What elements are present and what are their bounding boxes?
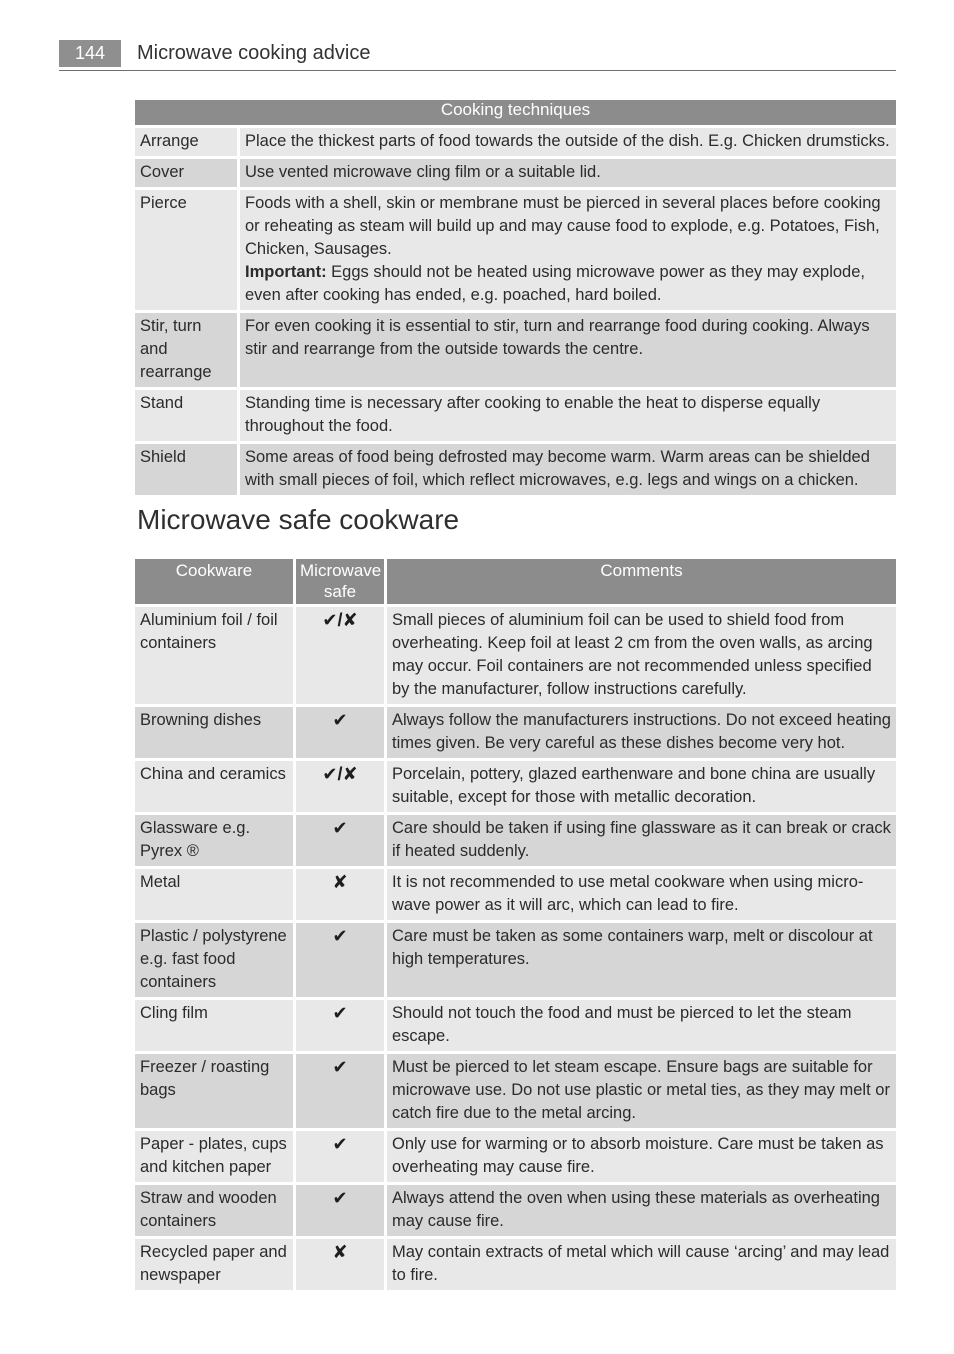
- cookware-item: China and ceramics: [135, 761, 293, 812]
- table-row: [135, 607, 896, 704]
- cookware-comment: Must be pierced to let steam escape. Ensure bags are suitable for microwave use. Do not use plastic or metal ties, as they may melt or catch fire due to the metal arcing.: [387, 1054, 896, 1128]
- table-row: [135, 815, 896, 866]
- cookware-item: Plastic / polystyrene e.g. fast food containers: [135, 923, 293, 997]
- cookware-header: Cookware: [135, 559, 293, 604]
- technique-name: Arrange: [135, 128, 237, 156]
- safe-mark: ✔: [296, 923, 384, 997]
- safe-mark: ✔/✘: [296, 607, 384, 704]
- table-row: [135, 1054, 896, 1128]
- table-row: [135, 707, 896, 758]
- safe-mark: ✔: [296, 1185, 384, 1236]
- cookware-table: [132, 556, 899, 1293]
- technique-text: Use vented microwave cling film or a suitable lid.: [240, 159, 896, 187]
- safe-mark: ✘: [296, 869, 384, 920]
- technique-name: Stir, turn and rearrange: [135, 313, 237, 387]
- safe-mark: ✔: [296, 1000, 384, 1051]
- cookware-item: Metal: [135, 869, 293, 920]
- safe-mark: ✔: [296, 815, 384, 866]
- table-row: [135, 923, 896, 997]
- table-row: [135, 313, 896, 387]
- technique-text-cell: [240, 190, 896, 310]
- important-text: Eggs should not be heated using microwave power as they may explode, even after cooking has ended, e.g. poached, hard boiled.: [245, 263, 865, 304]
- table-row: [135, 390, 896, 441]
- table-row: [135, 1239, 896, 1290]
- technique-text: Some areas of food being defrosted may become warm. Warm areas can be shielded with small pieces of foil, which reflect microwaves, e.g. legs and wings on a chicken.: [240, 444, 896, 495]
- cookware-item: Browning dishes: [135, 707, 293, 758]
- page-number: 144: [59, 40, 121, 67]
- cookware-item: Freezer / roasting bags: [135, 1054, 293, 1128]
- comments-header: Comments: [387, 559, 896, 604]
- cookware-comment: It is not recommended to use metal cookware when using micro-wave power as it will arc, which can lead to fire.: [387, 869, 896, 920]
- techniques-title: Cooking techniques: [135, 100, 896, 125]
- important-label: Important:: [245, 263, 327, 281]
- safe-mark: ✔: [296, 1054, 384, 1128]
- safe-mark: ✔: [296, 707, 384, 758]
- technique-name: Shield: [135, 444, 237, 495]
- cooking-techniques-table: [132, 97, 899, 498]
- cookware-comment: Care should be taken if using fine glassware as it can break or crack if heated suddenly.: [387, 815, 896, 866]
- cookware-comment: Always follow the manufacturers instructions. Do not exceed heating times given. Be very careful as these dishes become very hot.: [387, 707, 896, 758]
- safe-mark: ✘: [296, 1239, 384, 1290]
- technique-text: Foods with a shell, skin or membrane must be pierced in several places before cooking or reheating as steam will build up and may cause food to explode, e.g. Potatoes, Fish, Chicken, Sausages.: [245, 194, 881, 258]
- page-header: [59, 40, 896, 71]
- technique-name: Stand: [135, 390, 237, 441]
- table-row: [135, 159, 896, 187]
- cookware-item: Paper - plates, cups and kitchen paper: [135, 1131, 293, 1182]
- table-row: [135, 1000, 896, 1051]
- cookware-item: Aluminium foil / foil containers: [135, 607, 293, 704]
- table-row: [135, 128, 896, 156]
- cookware-comment: Porcelain, pottery, glazed earthenware and bone china are usually suitable, except for those with metallic decoration.: [387, 761, 896, 812]
- table-row: [135, 761, 896, 812]
- table-row: [135, 190, 896, 310]
- cookware-item: Straw and wooden containers: [135, 1185, 293, 1236]
- cookware-comment: Small pieces of aluminium foil can be used to shield food from overheating. Keep foil at least 2 cm from the oven walls, as arcing may occur. Foil containers are not recommended unless specified by the manufacturer, follow instructions carefully.: [387, 607, 896, 704]
- technique-text: Standing time is necessary after cooking to enable the heat to disperse equally throughout the food.: [240, 390, 896, 441]
- technique-name: Cover: [135, 159, 237, 187]
- table-row: [135, 1185, 896, 1236]
- technique-text: For even cooking it is essential to stir, turn and rearrange food during cooking. Always stir and rearrange from the outside towards the centre.: [240, 313, 896, 387]
- table-row: [135, 444, 896, 495]
- table-row: [135, 869, 896, 920]
- cookware-item: Glassware e.g. Pyrex ®: [135, 815, 293, 866]
- cookware-item: Recycled paper and newspaper: [135, 1239, 293, 1290]
- technique-name: Pierce: [135, 190, 237, 310]
- table-row: [135, 1131, 896, 1182]
- cookware-comment: Only use for warming or to absorb moisture. Care must be taken as overheating may cause fire.: [387, 1131, 896, 1182]
- section-title: Microwave safe cookware: [137, 504, 460, 535]
- cookware-comment: Care must be taken as some containers warp, melt or discolour at high temperatures.: [387, 923, 896, 997]
- cookware-comment: Always attend the oven when using these materials as overheating may cause fire.: [387, 1185, 896, 1236]
- header-title: Microwave cooking advice: [137, 42, 371, 64]
- cookware-item: Cling film: [135, 1000, 293, 1051]
- technique-text: Place the thickest parts of food towards the outside of the dish. E.g. Chicken drumsticks.: [240, 128, 896, 156]
- cookware-comment: May contain extracts of metal which will cause ‘arcing’ and may lead to fire.: [387, 1239, 896, 1290]
- microwave-safe-header: Microwave safe: [296, 559, 384, 604]
- safe-mark: ✔: [296, 1131, 384, 1182]
- safe-mark: ✔/✘: [296, 761, 384, 812]
- cookware-comment: Should not touch the food and must be pierced to let the steam escape.: [387, 1000, 896, 1051]
